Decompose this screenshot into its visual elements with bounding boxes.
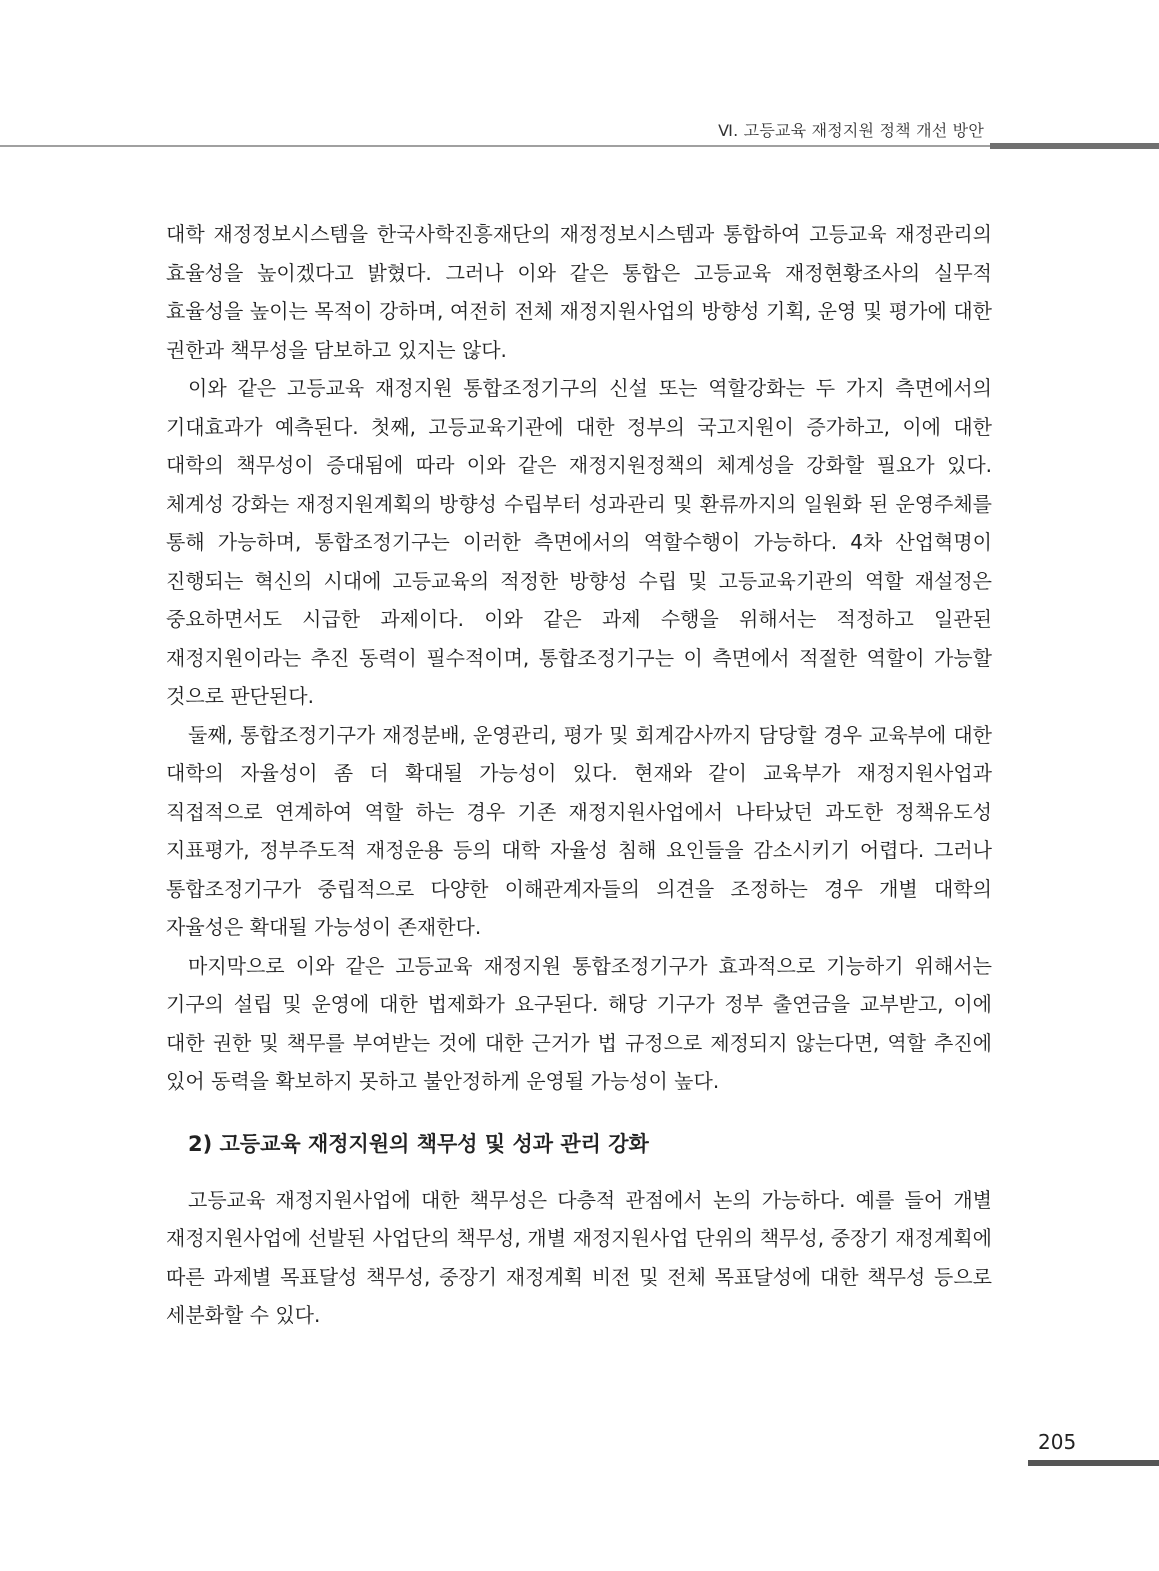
page-number: 205 bbox=[1038, 1430, 1077, 1454]
paragraph-1: 대학 재정정보시스템을 한국사학진흥재단의 재정정보시스템과 통합하여 고등교육 재정관리의 효율성을 높이겠다고 밝혔다. 그러나 이와 같은 통합은 고등교육 재정현황조사의 실무적 효율성을 높이는 목적이 강하며, 여전히 전체 재정지원사업의 방향성 기획, 운영 및 평가에 대한 권한과 책무성을 담보하고 있지는 않다. bbox=[166, 222, 992, 362]
header-divider-accent bbox=[990, 143, 1159, 149]
body-content bbox=[166, 215, 992, 1335]
header-divider-line bbox=[0, 145, 990, 147]
section-heading: 2) 고등교육 재정지원의 책무성 및 성과 관리 강화 bbox=[188, 1131, 649, 1156]
paragraph-3: 둘째, 통합조정기구가 재정분배, 운영관리, 평가 및 회계감사까지 담당할 경우 교육부에 대한 대학의 자율성이 좀 더 확대될 가능성이 있다. 현재와 같이 교육부가 재정지원사업과 직접적으로 연계하여 역할 하는 경우 기존 재정지원사업에서 나타났던 과도한 정책유도성 지표평가, 정부주도적 재정운용 등의 대학 자율성 침해 요인들을 감소시키기 어렵다. 그러나 통합조정기구가 중립적으로 다양한 이해관계자들의 의견을 조정하는 경우 개별 대학의 자율성은 확대될 가능성이 존재한다. bbox=[166, 722, 992, 939]
paragraph-5: 고등교육 재정지원사업에 대한 책무성은 다층적 관점에서 논의 가능하다. 예를 들어 개별 재정지원사업에 선발된 사업단의 책무성, 개별 재정지원사업 단위의 책무성, 중장기 재정계획에 따른 과제별 목표달성 책무성, 중장기 재정계획 비전 및 전체 목표달성에 대한 책무성 등으로 세분화할 수 있다. bbox=[166, 1187, 992, 1327]
footer-divider-accent bbox=[1028, 1460, 1159, 1466]
paragraph-2: 이와 같은 고등교육 재정지원 통합조정기구의 신설 또는 역할강화는 두 가지 측면에서의 기대효과가 예측된다. 첫째, 고등교육기관에 대한 정부의 국고지원이 증가하고, 이에 대한 대학의 책무성이 증대됨에 따라 이와 같은 재정지원정책의 체계성을 강화할 필요가 있다. 체계성 강화는 재정지원계획의 방향성 수립부터 성과관리 및 환류까지의 일원화 된 운영주체를 통해 가능하며, 통합조정기구는 이러한 측면에서의 역할수행이 가능하다. 4차 산업혁명이 진행되는 혁신의 시대에 고등교육의 적정한 방향성 수립 및 고등교육기관의 역할 재설정은 중요하면서도 시급한 과제이다. 이와 같은 과제 수행을 위해서는 적정하고 일관된 재정지원이라는 추진 동력이 필수적이며, 통합조정기구는 이 측면에서 적절한 역할이 가능할 것으로 판단된다. bbox=[166, 376, 992, 708]
running-header-title: Ⅵ. 고등교육 재정지원 정책 개선 방안 bbox=[718, 121, 984, 140]
paragraph-4: 마지막으로 이와 같은 고등교육 재정지원 통합조정기구가 효과적으로 기능하기 위해서는 기구의 설립 및 운영에 대한 법제화가 요구된다. 해당 기구가 정부 출연금을 교부받고, 이에 대한 권한 및 책무를 부여받는 것에 대한 근거가 법 규정으로 제정되지 않는다면, 역할 추진에 있어 동력을 확보하지 못하고 불안정하게 운영될 가능성이 높다. bbox=[166, 953, 992, 1093]
